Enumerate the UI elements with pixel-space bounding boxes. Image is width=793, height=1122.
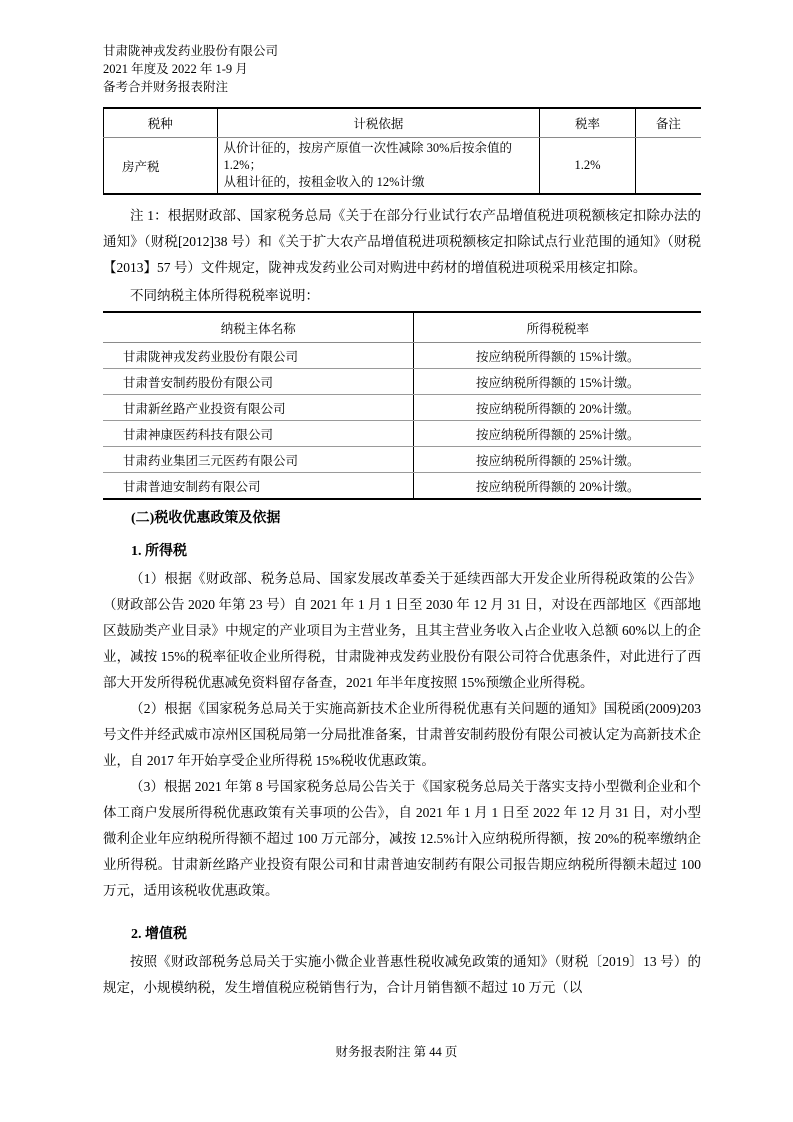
- entity-name: 甘肃陇神戎发药业股份有限公司: [103, 343, 414, 369]
- tax-basis-header-row: [104, 108, 702, 138]
- tax-basis-row: [104, 138, 702, 195]
- basis-line-1: 从价计征的，按房产原值一次性减除 30%后按余值的 1.2%；: [223, 141, 513, 172]
- entity-rate: 按应纳税所得额的 15%计缴。: [414, 369, 701, 395]
- letterhead: [103, 42, 701, 96]
- page-footer: 财务报表附注 第 44 页: [335, 1045, 458, 1059]
- entity-rate: 按应纳税所得额的 25%计缴。: [414, 447, 701, 473]
- income-tax-rate-table: [103, 311, 701, 500]
- cell-note: [635, 138, 701, 195]
- entity-name: 甘肃神康医药科技有限公司: [103, 421, 414, 447]
- table-row: [103, 369, 701, 395]
- table-row: [103, 421, 701, 447]
- entity-rate: 按应纳税所得额的 20%计缴。: [414, 395, 701, 421]
- section-heading-tax-incentives: (二)税收优惠政策及依据: [131, 511, 281, 526]
- entity-name: 甘肃药业集团三元医药有限公司: [103, 447, 414, 473]
- entity-name: 甘肃新丝路产业投资有限公司: [103, 395, 414, 421]
- subheading-vat: 2. 增值税: [131, 927, 187, 942]
- header-income-tax-rate: 所得税税率: [414, 312, 701, 343]
- entity-name: 甘肃普安制药股份有限公司: [103, 369, 414, 395]
- document-title: 备考合并财务报表附注: [103, 80, 229, 94]
- report-period: 2021 年度及 2022 年 1-9 月: [103, 62, 248, 76]
- company-name: 甘肃陇神戎发药业股份有限公司: [103, 44, 279, 58]
- income-tax-paragraph-1: （1）根据《财政部、税务总局、国家发展改革委关于延续西部大开发企业所得税政策的公告》（财政部公告 2020 年第 23 号）自 2021 年 1 月 1 日至 2030 年 12 月 31 日，对设在西部地区《西部地区鼓励类产业目录》中规定的产业项目为主营业务，且其主营业务收入占企业收入总额 60%以上的企业，减按 15%的税率征收企业所得税，甘肃陇神戎发药业股份有限公司符合优惠条件，对此进行了西部大开发所得税优惠减免资料留存备查，2021 年半年度按照 15%预缴企业所得税。: [103, 571, 701, 690]
- table-row: [103, 395, 701, 421]
- note-1-paragraph: 注 1：根据财政部、国家税务总局《关于在部分行业试行农产品增值税进项税额核定扣除办法的通知》（财税[2012]38 号）和《关于扩大农产品增值税进项税额核定扣除试点行业范围的通知》（财税【2013】57 号）文件规定，陇神戎发药业公司对购进中药材的增值税进项税采用核定扣除。: [103, 208, 701, 275]
- income-tax-paragraph-3: （3）根据 2021 年第 8 号国家税务总局公告关于《国家税务总局关于落实支持小型微利企业和个体工商户发展所得税优惠政策有关事项的公告》，自 2021 年 1 月 1 日至 2022 年 12 月 31 日，对小型微利企业年应纳税所得额不超过 100 万元部分，减按 12.5%计入应纳税所得额，按 20%的税率缴纳企业所得税。甘肃新丝路产业投资有限公司和甘肃普迪安制药有限公司报告期应纳税所得额未超过 100 万元，适用该税收优惠政策。: [103, 779, 701, 898]
- income-tax-intro: 不同纳税主体所得税税率说明：: [130, 288, 319, 303]
- subheading-income-tax: 1. 所得税: [131, 544, 187, 559]
- header-note: 备注: [635, 108, 701, 138]
- entity-rate: 按应纳税所得额的 15%计缴。: [414, 343, 701, 369]
- entity-name: 甘肃普迪安制药有限公司: [103, 473, 414, 500]
- entity-rate: 按应纳税所得额的 20%计缴。: [475, 479, 640, 494]
- header-basis: 计税依据: [217, 108, 540, 138]
- table-row: [103, 343, 701, 369]
- table-row: [103, 473, 701, 500]
- cell-tax-type: 房产税: [104, 138, 218, 195]
- basis-line-2: 从租计征的，按租金收入的 12%计缴: [223, 175, 425, 189]
- income-tax-header-row: [103, 312, 701, 343]
- header-tax-type: 税种: [104, 108, 218, 138]
- page-content: [103, 42, 701, 1001]
- income-tax-paragraph-2: （2）根据《国家税务总局关于实施高新技术企业所得税优惠有关问题的通知》国税函(2009)203 号文件并经武威市凉州区国税局第一分局批准备案，甘肃普安制药股份有限公司被认定为高新技术企业，自 2017 年开始享受企业所得税 15%税收优惠政策。: [103, 701, 701, 768]
- header-rate: 税率: [540, 108, 636, 138]
- entity-rate: 按应纳税所得额的 25%计缴。: [414, 421, 701, 447]
- tax-basis-table: [103, 107, 701, 195]
- vat-paragraph: 按照《财政部税务总局关于实施小微企业普惠性税收减免政策的通知》（财税〔2019〕13 号）的规定，小规模纳税，发生增值税应税销售行为，合计月销售额不超过 10 万元（以: [103, 954, 701, 995]
- cell-rate: 1.2%: [540, 138, 636, 195]
- table-row: [103, 447, 701, 473]
- header-entity-name: 纳税主体名称: [103, 312, 414, 343]
- cell-basis: [217, 138, 540, 195]
